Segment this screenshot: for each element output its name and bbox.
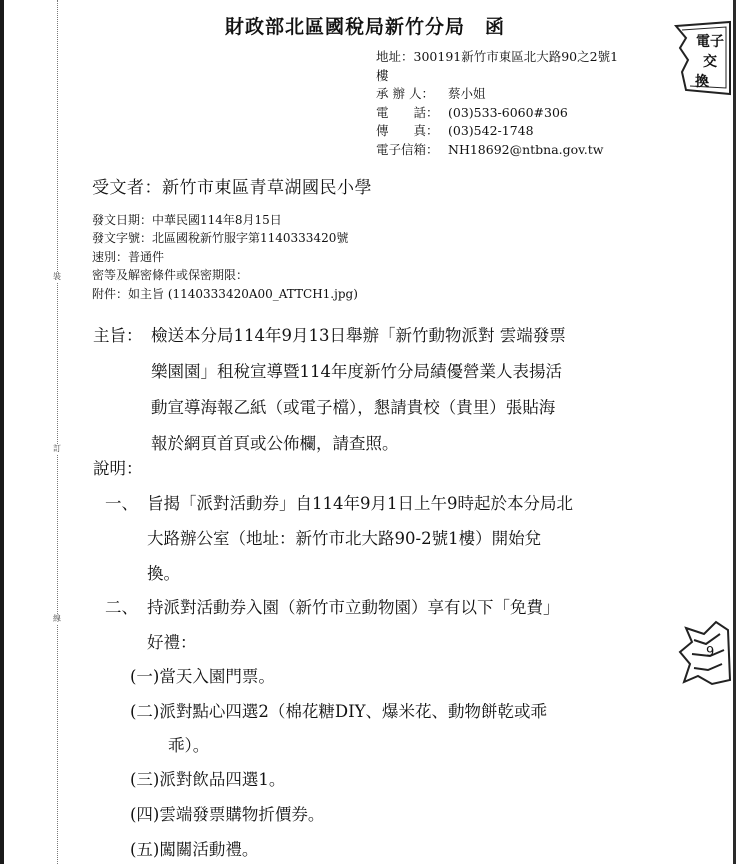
viewer-frame-left [0,0,4,864]
sub-item-number: (三) [130,770,160,789]
binding-mark-zhuang: 裝 [53,272,61,281]
phone-label: 電 話： [376,104,439,120]
fax-value: (03)542-1748 [448,123,534,138]
address-value: 300191新竹市東區北大路90之2號1 [413,49,619,64]
issue-number: 發文字號：北區國稅新竹服字第1140333420號 [92,231,349,246]
contact-block [376,48,618,159]
address-label: 地址： [376,49,414,64]
explanation-label: 說明： [93,459,143,478]
metadata-block [92,211,358,303]
svg-text:交: 交 [703,54,717,70]
phone-line [376,104,618,123]
handler-label: 承 辦 人： [376,86,434,101]
sub-item-line: 派對點心四選2（棉花糖DIY、爆米花、動物餅乾或乖 [159,702,548,721]
phone-value: (03)533-6060#306 [448,104,568,120]
sub-item-number: (一) [130,667,160,686]
binding-mark-xian: 線 [53,614,61,623]
recipient: 受文者：新竹市東區青草湖國民小學 [92,178,372,198]
secrecy-level: 密等及解密條件或保密期限： [92,268,249,283]
document-title: 財政部北區國稅局新竹分局 函 [224,16,505,38]
address-line-1 [376,48,618,67]
item-line: 換。 [147,564,180,583]
sub-item-1 [130,660,275,694]
electronic-exchange-stamp-icon [672,20,732,96]
sub-item-5 [130,833,258,867]
item-line: 大路辦公室（地址：新竹市北大路90-2號1樓）開始兌 [147,529,542,548]
svg-text:換: 換 [695,74,709,90]
sub-item-line: 闖關活動禮。 [159,840,259,859]
speed-class: 速別：普通件 [92,249,165,264]
sub-item-4 [130,798,324,832]
sub-item-number: (五) [130,840,160,859]
sub-item-number: (四) [130,805,160,824]
sub-item-line: 乖）。 [168,736,210,755]
sub-item-3 [130,763,285,797]
binding-line [57,0,58,864]
item-line: 好禮： [147,633,197,652]
subject-line: 檢送本分局114年9月13日舉辦「新竹動物派對 雲端發票 [151,326,566,345]
sub-item-line: 派對飲品四選1。 [159,770,286,789]
email-value: NH18692@ntbna.gov.tw [448,141,604,157]
sub-item-2-cont [168,729,209,763]
address-line-2: 樓 [376,67,389,83]
subject-line: 報於網頁首頁或公佈欄，請查照。 [151,434,399,453]
binding-mark-ding: 訂 [53,444,61,453]
svg-text:9: 9 [706,645,715,660]
subject-label: 主旨： [93,326,143,345]
attachment: 附件：如主旨 (1140333420A00_ATTCH1.jpg) [92,286,358,301]
sub-item-2 [130,695,547,729]
item-line: 旨揭「派對活動券」自114年9月1日上午9時起於本分局北 [147,494,573,513]
email-label: 電子信箱： [376,141,439,157]
item-number: 二、 [105,598,138,617]
issue-date: 發文日期：中華民國114年8月15日 [92,213,282,227]
handler-value: 蔡小姐 [448,86,486,101]
subject-body [151,318,641,462]
subject-line: 樂園園」租稅宣導暨114年度新竹分局績優營業人表揚活 [151,362,562,381]
item-line: 持派對活動券入園（新竹市立動物園）享有以下「免費」 [147,598,560,617]
sub-item-number: (二) [130,702,160,721]
page-seal-icon [676,620,732,686]
sub-item-line: 當天入園門票。 [159,667,275,686]
sub-item-line: 雲端發票購物折價券。 [159,805,325,824]
fax-label: 傳 真： [376,123,439,138]
handler-line [376,85,618,104]
email-line [376,141,618,160]
fax-line [376,122,618,141]
subject-line: 動宣導海報乙紙（或電子檔），懇請貴校（貴里）張貼海 [151,398,556,417]
item-number: 一、 [105,494,138,513]
svg-text:電子: 電子 [696,34,724,50]
